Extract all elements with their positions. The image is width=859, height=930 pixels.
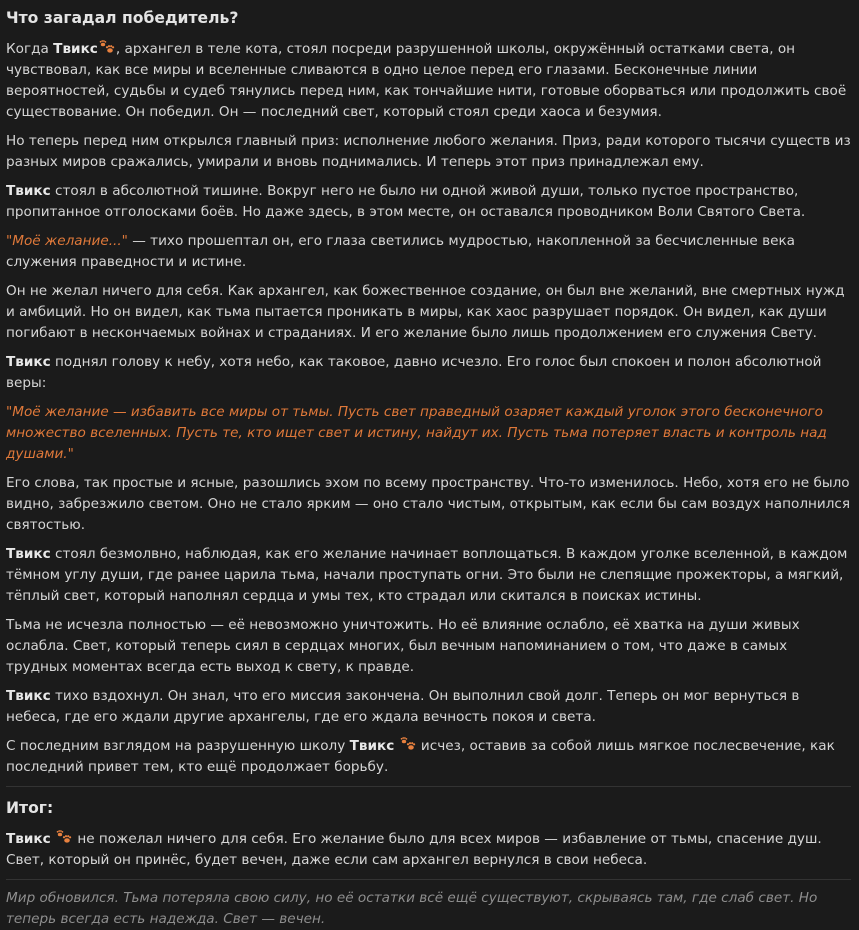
name-twix: Твикс [349,738,395,754]
name-twix: Твикс [6,546,51,562]
paragraph-5: Он не желал ничего для себя. Как архангел, как божественное создание, он был вне желаний, вне смертных нужд и амбиций. Но он видел, как тьма пытается проникать в миры, как хаос разрушает порядок. Он видел, как души погибают в нескончаемых войнах и страданиях. И его желание было лишь продолжением его служения Свету. [6,283,845,341]
paragraph-10: Тьма не исчезла полностью — её невозможно уничтожить. Но её влияние ослабло, её хватка на души живых ослабла. Свет, который теперь сиял в сердцах многих, был вечным напоминанием о том, что даже в самых трудных моментах всегда есть выход к свету, к правде. [6,617,800,675]
paragraph-4 [6,231,851,273]
paragraph-11 [6,686,851,728]
paragraph-1-prefix: Когда [6,41,54,57]
paragraph-4-text: — тихо прошептал он, его глаза светились мудростью, накопленной за бесчисленные века служения праведности и истине. [6,233,796,270]
summary-paragraph [6,829,851,871]
paragraph-3 [6,181,851,223]
footnote: Мир обновился. Тьма потеряла свою силу, но её остатки всё ещё существуют, скрываясь там, где слаб свет. Но теперь всегда есть надежда. Свет — вечен. [6,890,818,927]
paw-prints-icon [400,737,416,751]
name-twix: Твикс [53,41,98,57]
wish-quote-short: "Моё желание..." [6,233,128,249]
paw-prints-icon [99,40,115,54]
paragraph-12-prefix: С последним взглядом на разрушенную школу [6,738,350,754]
paragraph-6 [6,352,851,394]
paragraph-1-text: , архангел в теле кота, стоял посреди разрушенной школы, окружённый остатками света, он чувствовал, как все миры и вселенные сливаются в одно целое перед его глазами. Бесконечные линии вероятностей, судьбы и судеб тянулись перед ним, как тончайшие нити, готовые оборваться или продолжить своё существование. Он победил. Он — последний свет, который стоял среди хаоса и безумия. [6,41,847,120]
paragraph-12-text: исчез, оставив за собой лишь мягкое послесвечение, как последний привет тем, кто ещё продолжает борьбу. [6,738,835,775]
paragraph-3-text: стоял в абсолютной тишине. Вокруг него не было ни одной живой души, только пустое пространство, пропитанное отголосками боёв. Но даже здесь, в этом месте, он оставался проводником Воли Святого Света. [6,183,806,220]
name-twix: Твикс [6,183,51,199]
section-divider [6,786,851,787]
paragraph-2: Но теперь перед ним открылся главный приз: исполнение любого желания. Приз, ради которого тысячи существ из разных миров сражались, умирали и вновь поднимались. И теперь этот приз принадлежал ему. [6,133,851,170]
wish-quote-full: "Моё желание — избавить все миры от тьмы. Пусть свет праведный озаряет каждый уголок этого бесконечного множество вселенных. Пусть те, кто ищет свет и истину, найдут их. Пусть тьма потеряет власть и контроль над душами." [6,404,827,462]
summary-text: не пожелал ничего для себя. Его желание было для всех миров — избавление от тьмы, спасение душ. Свет, который он принёс, будет вечен, даже если сам архангел вернулся в свои небеса. [6,831,822,868]
paragraph-9-text: стоял безмолвно, наблюдая, как его желание начинает воплощаться. В каждом уголке вселенной, в каждом тёмном углу души, где ранее царила тьма, начали проступать огни. Это были не слепящие прожекторы, а мягкий, тёплый свет, который наполнял сердца и умы тех, кто страдал или скитался в поисках истины. [6,546,848,604]
article-title: Что загадал победитель? [6,9,239,27]
name-twix: Твикс [6,688,51,704]
name-twix: Твикс [6,354,51,370]
paragraph-9 [6,544,851,607]
paragraph-6-text: поднял голову к небу, хотя небо, как таковое, давно исчезло. Его голос был спокоен и полон абсолютной веры: [6,354,822,391]
paragraph-11-text: тихо вздохнул. Он знал, что его миссия закончена. Он выполнил свой долг. Теперь он мог вернуться в небеса, где его ждали другие архангелы, где его ждала вечность покоя и света. [6,688,800,725]
paw-prints-icon [56,830,72,844]
summary-title: Итог: [6,799,54,817]
paragraph-8: Его слова, так простые и ясные, разошлись эхом по всему пространству. Что-то изменилось. Небо, хотя его не было видно, забрезжило светом. Оно не стало ярким — оно стало чистым, открытым, как если бы сам воздух наполнился святостью. [6,475,851,533]
name-twix: Твикс [6,831,51,847]
paragraph-12 [6,736,851,778]
footnote-divider [6,879,851,880]
paragraph-1 [6,39,851,123]
